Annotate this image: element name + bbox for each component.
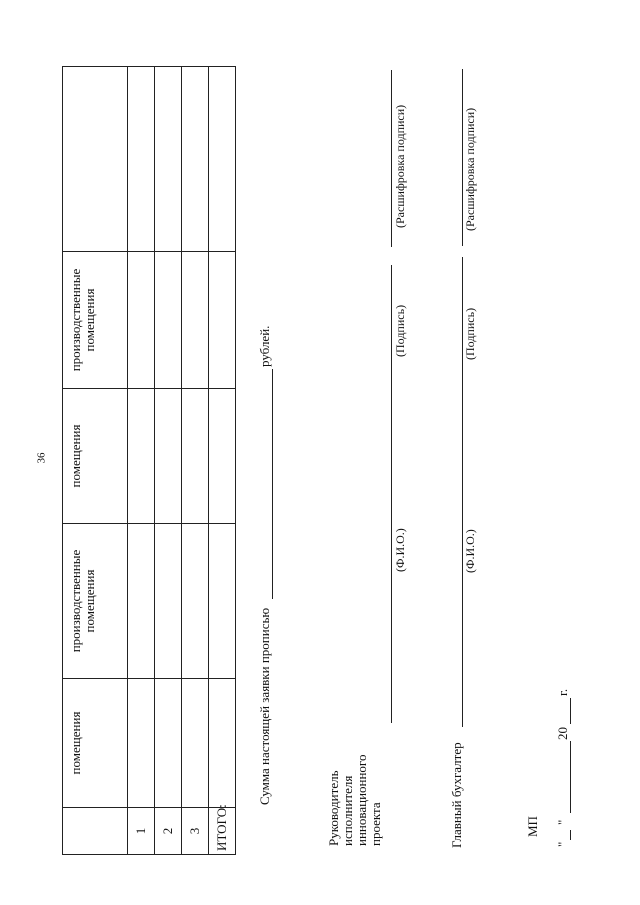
row-number: 1 bbox=[128, 808, 155, 855]
header-cell-premises-2: помещения bbox=[63, 389, 128, 524]
table-row bbox=[155, 67, 182, 855]
accountant-signature-caption: (Подпись) bbox=[463, 307, 477, 360]
row-number: 2 bbox=[155, 808, 182, 855]
head-decode-caption: (Расшифровка подписи) bbox=[393, 104, 407, 228]
head-fio-line bbox=[391, 380, 392, 723]
head-label-line-2: исполнителя bbox=[340, 775, 355, 846]
sum-currency-label: рублей. bbox=[257, 325, 272, 367]
table-total-row bbox=[209, 67, 236, 855]
sum-in-words-line bbox=[272, 369, 273, 599]
date-year-line bbox=[570, 698, 571, 724]
date-day-line bbox=[570, 830, 571, 840]
date-quote-open: " bbox=[555, 841, 570, 847]
row-number: 3 bbox=[182, 808, 209, 855]
head-label-line-1: Руководитель bbox=[326, 770, 341, 846]
head-fio-caption: (Ф.И.О.) bbox=[393, 528, 407, 572]
head-label-line-4: проекта bbox=[368, 802, 383, 846]
header-cell-production-premises-2: производственные помещения bbox=[63, 252, 128, 389]
rotated-page-content bbox=[62, 65, 622, 855]
table-row bbox=[182, 67, 209, 855]
total-label: ИТОГО: bbox=[209, 808, 236, 855]
head-label-line-3: инновационного bbox=[354, 754, 369, 846]
table-row bbox=[128, 67, 155, 855]
table-header-row bbox=[63, 67, 128, 855]
header-cell-empty bbox=[63, 808, 128, 855]
date-month-line bbox=[570, 741, 571, 813]
accountant-decode-caption: (Расшифровка подписи) bbox=[463, 107, 477, 231]
cost-table bbox=[62, 66, 236, 855]
page-number: 36 bbox=[35, 452, 48, 464]
accountant-fio-caption: (Ф.И.О.) bbox=[463, 529, 477, 573]
header-cell-premises-1: помещения bbox=[63, 679, 128, 808]
header-cell-production-premises-1: производственные помещения bbox=[63, 524, 128, 679]
accountant-label: Главный бухгалтер bbox=[449, 742, 464, 848]
date-year-suffix: г. bbox=[555, 688, 570, 696]
sum-in-words-label: Сумма настоящей заявки прописью bbox=[257, 607, 272, 805]
date-year-prefix: 20 bbox=[555, 727, 570, 740]
header-cell-empty-last bbox=[63, 67, 128, 252]
head-signature-caption: (Подпись) bbox=[393, 304, 407, 357]
date-quote-close: " bbox=[555, 819, 570, 825]
stamp-placeholder: МП bbox=[525, 816, 540, 837]
head-decode-line bbox=[391, 70, 392, 247]
head-signature-line bbox=[391, 265, 392, 380]
